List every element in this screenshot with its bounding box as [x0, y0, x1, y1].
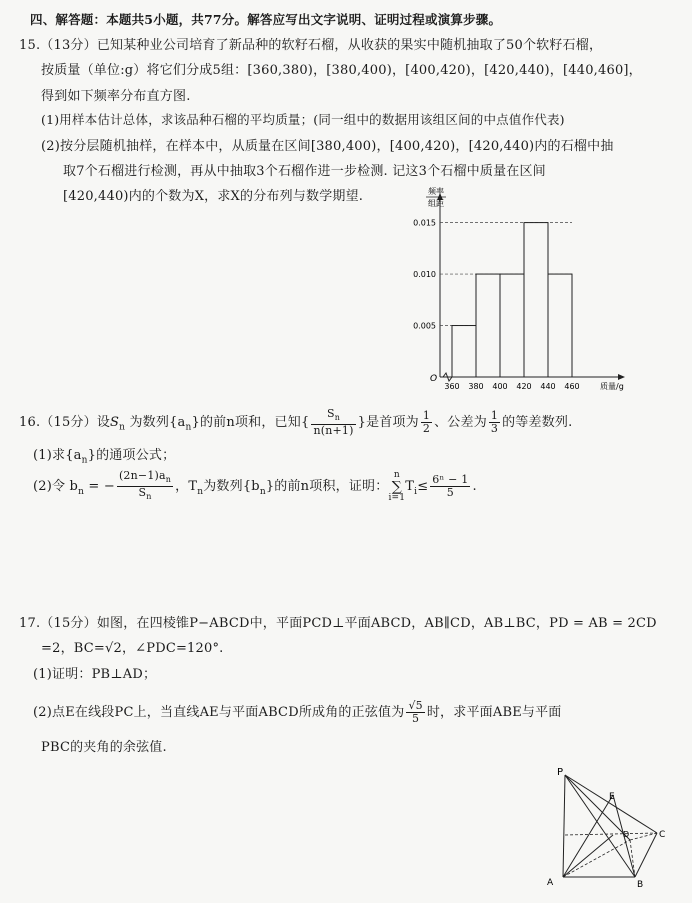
y-axis-label-num: 频率: [428, 187, 444, 196]
label-E: E: [609, 792, 615, 802]
q16-stem: 16.（15分）设$S_n$ 为数列$\{a_n\}$的前n项和，已知{ $\frac{S_n}{n(n+1)}$ }是首项为 $\frac{1}{2}$ 、公差为 $\frac{1}{3}$ 的等差数列.: [19, 407, 573, 438]
histogram-bar: [548, 274, 572, 377]
edge-BC: [635, 833, 657, 877]
y-tick-label: 0.010: [413, 270, 436, 280]
sin-fraction: $\frac{√5}{5}$: [408, 699, 423, 725]
label-C: C: [659, 830, 666, 840]
q15-line3: 得到如下频率分布直方图.: [41, 89, 191, 104]
q16-part2-c: ，T: [175, 479, 198, 495]
q17-part2-line2: PBC的夹角的余弦值.: [41, 740, 167, 755]
q16-text4: 、公差为: [434, 415, 487, 431]
label-A: A: [547, 878, 554, 888]
q16-eq: =: [84, 479, 104, 495]
third-fraction: $\frac{1}{3}$: [490, 409, 499, 436]
q16-part2-e: }的前n项积，证明：: [265, 479, 389, 495]
q16-part1: (1)求$\{a_n\}$的通项公式；: [33, 448, 176, 466]
q15-part2-line1: (2)按分层随机抽样，在样本中，从质量在区间[380,400)，[400,420)，[420,440)内的石榴中抽: [41, 139, 614, 154]
q16-text2: }的前n项和，已知{: [191, 415, 310, 431]
section-header: 四、解答题：本题共5小题，共77分。解答应写出文字说明、证明过程或演算步骤。: [30, 12, 502, 27]
aux-line: [565, 833, 657, 835]
q15-part1: (1)用样本估计总体，求该品种石榴的平均质量；(同一组中的数据用该组区间的中点值作代表): [41, 112, 565, 127]
q16-text3: }是首项为: [357, 415, 419, 431]
histogram-bar: [476, 274, 500, 377]
y-tick-label: 0.015: [413, 218, 436, 228]
sn-symbol: S: [110, 415, 120, 431]
edge-AD: [563, 840, 630, 877]
edge-PD: [565, 775, 630, 840]
q17-part2-a: (2)点E在线段PC上，当直线AE与平面ABCD所成角的正弦值为: [33, 705, 405, 720]
edge-PC: [565, 775, 657, 833]
q16-part2: (2)令 $b_n$ = − $\frac{(2n-1)a_n}{S_n}$ ，$T_n$为数列$\{b_n\}$的前n项积，证明： n ∑ i=1 $T_i\le$ $\frac{\text{6ⁿ − 1}}{5}$ .: [33, 469, 477, 503]
histogram-bar: [452, 326, 476, 377]
x-tick-label: 360: [444, 382, 460, 391]
x-tick-label: 420: [516, 382, 532, 391]
q17-line1: 17.（15分）如图，在四棱锥P−ABCD中，平面PCD⊥平面ABCD，AB∥CD，AB⊥BC，PD = AB = 2CD: [19, 616, 657, 631]
edge-AE2: [563, 795, 613, 877]
frequency-histogram: [400, 187, 630, 392]
q16-text1: 为数列{a: [129, 415, 186, 431]
leq-sign: ≤: [417, 479, 429, 495]
q17-part1: (1)证明：PB⊥AD；: [33, 667, 157, 682]
q16-part2-d: 为数列{b: [203, 479, 260, 495]
x-axis-arrow: [618, 374, 625, 380]
sn-over-n-fraction: $\frac{S_n}{n(n+1)}$: [313, 407, 354, 438]
x-tick-label: 400: [492, 382, 508, 391]
x-tick-label: 440: [540, 382, 556, 391]
bn-fraction: $\frac{(2n-1)a_n}{S_n}$: [118, 469, 172, 502]
q15-part2-line2: 取7个石榴进行检测，再从中抽取3个石榴作进一步检测. 记这3个石榴中质量在区间: [63, 164, 546, 179]
q15-line2: 按质量（单位:g）将它们分成5组：[360,380)，[380,400)，[400,420)，[420,440)，[440,460]，: [41, 63, 642, 78]
q16-end: .: [472, 479, 477, 495]
y-tick-label: 0.005: [413, 321, 436, 331]
label-P: P: [557, 767, 564, 778]
y-axis-label-den: 组距: [428, 199, 444, 208]
edge-PA: [563, 775, 565, 877]
q16-text5: 的等差数列.: [502, 415, 573, 431]
edge-PB: [565, 775, 635, 877]
q16-part2-a: (2)令 b: [33, 479, 79, 495]
pyramid-figure: [535, 765, 675, 895]
sum-symbol: n ∑ i=1: [388, 469, 406, 503]
x-tick-label: 380: [468, 382, 484, 391]
edge-AE: [563, 835, 613, 877]
rhs-fraction: $\frac{\text{6ⁿ − 1}}{5}$: [432, 473, 469, 500]
q16-part1-b: }的通项公式；: [87, 448, 176, 463]
half-fraction: $\frac{1}{2}$: [422, 409, 431, 436]
edge-DC: [630, 833, 657, 840]
origin-label: O: [430, 374, 438, 384]
x-axis-label: 质量/g: [600, 382, 624, 391]
q17-part2-b: 时，求平面ABE与平面: [426, 705, 562, 720]
label-B: B: [637, 880, 644, 890]
histogram-bar: [500, 274, 524, 377]
q16-part1-a: (1)求{a: [33, 448, 82, 463]
q15-line1: 15.（13分）已知某种业公司培育了新品种的软籽石榴，从收获的果实中随机抽取了50个软籽石榴，: [19, 38, 603, 53]
label-D: D: [623, 830, 630, 839]
histogram-bar: [524, 223, 548, 377]
q15-part2-line3: [420,440)内的个数为X，求X的分布列与数学期望.: [63, 189, 364, 204]
q17-line2: =2，BC=√2，∠PDC=120°.: [41, 641, 224, 656]
q16-lead: 16.（15分）设: [19, 415, 111, 431]
q17-part2: [33, 700, 562, 725]
x-tick-label: 460: [564, 382, 580, 391]
